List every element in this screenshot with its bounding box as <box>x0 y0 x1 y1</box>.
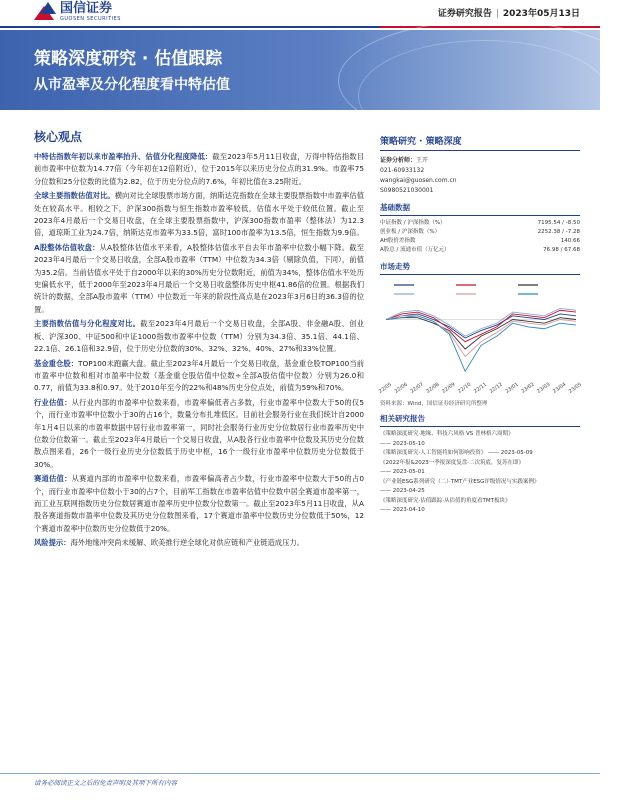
x-tick-label: 23/02 <box>520 381 536 395</box>
paragraph-lead: 主要指数估值与分化程度对比。 <box>34 319 141 329</box>
paragraph-text: TOP100未跑赢大盘。截止至2023年4月最后一个交易日收盘，基金重仓股TOP100当前市盈率中位数和相对市盈率中位数（基金重仓股估值中位数÷全部A股估值中位数）分别为26.0和0.77，前值为33.8和0.97。处于2010年至今的22%和48%历史分位点处，前值为59%和70%。 <box>34 358 364 393</box>
market-trend-title: 市场走势 <box>380 261 580 275</box>
footer-disclaimer: 请务必阅读正文之后的免责声明及其项下所有内容 <box>34 779 177 787</box>
logo-en-text: GUOSEN SECURITIES <box>60 16 121 22</box>
basic-data-table <box>380 219 580 255</box>
paragraph-lead: 全球主要指数估值对比。 <box>34 191 115 201</box>
x-tick-label: 22/06 <box>393 381 409 395</box>
paragraph-lead: 中特估指数年初以来市盈率抬升、估值分化程度降低： <box>34 152 213 161</box>
x-tick-label: 22/09 <box>441 381 457 395</box>
series-line <box>386 318 576 349</box>
basic-data-row <box>380 237 580 246</box>
x-tick-label: 22/12 <box>488 381 504 395</box>
x-tick-label: 23/05 <box>567 381 584 395</box>
x-tick-label: 22/07 <box>409 381 425 395</box>
report-title: 策略深度研究 · 估值跟踪 <box>34 49 223 69</box>
report-subtitle: 从市盈率及分化程度看中特估值 <box>34 77 230 93</box>
x-tick-label: 22/11 <box>472 381 489 395</box>
guosen-logo <box>34 2 121 22</box>
paragraph-lead: 基金重仓股： <box>34 358 79 368</box>
x-tick-label: 22/05 <box>377 381 394 395</box>
core-paragraph <box>34 190 364 240</box>
basic-data-label: A股总 / 流通市值（万亿元） <box>380 247 450 253</box>
paragraph-text: 从A股整体估值水平来看，A股整体估值水平自去年市盈率中位数小幅下降。截至2023年4月最后一个交易日收盘，全部A股市盈率（TTM）中位数为34.3倍（剔除负值，下同），前值为35.2倍。当前估值水平处于自2000年以来的30%历史分位数附近，前值为34%，整体估值水平处历史偏低水平，低于2000年至2023年4月最后一个交易日收盘整体历史中枢41.86倍的位置。根据我们统计的数据，全部A股市盈率（TTM）中位数近一年来的阶段性高点是在2023年3月6日的36.3倍的位置。 <box>34 242 364 314</box>
basic-data-title: 基础数据 <box>380 202 580 216</box>
related-report-item[interactable]: —— 2023-04-10 <box>380 507 425 513</box>
sidebar-divider <box>380 150 580 151</box>
analyst-label: 证券分析师： <box>380 157 417 164</box>
analyst-phone: 021-60933132 <box>380 167 425 174</box>
chart-source: 资料来源：Wind，国信证券经济研究所整理 <box>380 401 488 407</box>
related-report-item[interactable]: —— 2023-05-01 <box>380 469 425 475</box>
x-tick-label: 22/10 <box>456 381 473 395</box>
related-report-item[interactable]: —— 2023-04-25 <box>380 488 425 494</box>
paragraph-text: 截至2023年5月11日收盘，万得中特估指数目前市盈率中位数为14.77倍（今年初在12倍附近），位于2015年以来历史分位点的31.9%。市盈率75分位数和25分位数的比值为2.82，位于历史分位点的7.6%，年初比值在3.25附近。 <box>34 152 365 186</box>
footer-divider <box>0 773 600 774</box>
sidebar <box>377 128 584 516</box>
core-paragraph <box>34 537 364 549</box>
logo-cn-text: 国信证券 <box>60 1 113 16</box>
paragraph-text: 从赛道内部的市盈率中位数来看，市盈率偏高者占少数，行业市盈率中位数大于50的占0个，而行业市盈率中位数小于30的占7个，目前军工指数在市盈率估值中位数中居全赛道市盈率第一，而工业互联网指数历史分位数居赛道市盈率历史中位数分位数第一。截止至2023年5月11日收盘，从A股各赛道指数市盈率中位数及其历史分位数图来看，17个赛道市盈率中位数历史分位数低于50%，12个赛道市盈率中位数历史分位数低于20%。 <box>34 474 364 533</box>
title-banner <box>0 30 600 110</box>
paragraph-lead: 风险提示： <box>34 538 71 548</box>
x-tick-label: 23/04 <box>551 381 568 395</box>
related-reports-list <box>380 430 580 516</box>
basic-data-label: 创业板 / 沪深指数（%） <box>380 229 441 235</box>
core-paragraph <box>34 473 364 535</box>
basic-data-value: 140.66 <box>560 238 580 244</box>
paragraph-text: 截至2023年4月最后一个交易日收盘，全部A股、非金融A股、创业板、沪深300、中证500和中证1000指数市盈率中位数（TTM）分别为34.3倍、35.1倍、44.1倍、22.1倍、26.1倍和32.9倍，位于历史分位数的30%、32%、32%、40%、27%和33%位置。 <box>34 319 364 354</box>
basic-data-row <box>380 219 580 228</box>
core-viewpoints <box>34 128 364 552</box>
analyst-name: 王开 <box>416 157 429 164</box>
basic-data-value: 2252.38 / -7.28 <box>537 229 580 235</box>
paragraph-lead: 行业估值： <box>34 397 72 407</box>
related-reports-title: 相关研究报告 <box>380 413 580 427</box>
paragraph-lead: A股整体估值收盘： <box>34 242 100 252</box>
analyst-email[interactable]: wangkai@guosen.com.cn <box>380 177 457 184</box>
core-heading: 核心观点 <box>34 130 83 144</box>
paragraph-text: 横向对比全球股票市场方面，纳斯达克指数在全球主要股票指数中市盈率估值处在较高水平。相较之下，沪深300指数与恒生指数市盈率较低，估值水平处于较低位置。截止至2023年4月最后一个交易日收盘，在全球主要股票指数中，沪深300指数市盈率（整体法）为12.3倍，道琼斯工业为24.7倍，纳斯达克市盈率为33.5倍，富时100市盈率为13.5倍，恒生指数为9.9倍。 <box>34 191 365 238</box>
core-paragraph <box>34 242 364 316</box>
core-paragraph <box>34 318 364 355</box>
basic-data-label: 中证指数 / 沪深指数（%） <box>380 220 446 226</box>
analyst-info <box>380 156 580 196</box>
market-trend-chart <box>377 279 584 397</box>
logo-mark-icon <box>34 2 56 20</box>
related-report-item[interactable]: —— 2023-05-10 <box>380 440 425 447</box>
related-report-item[interactable]: 《策略深度研究·估值跟踪·从估值的角度看TMT板块》 <box>380 497 511 504</box>
basic-data-row <box>380 228 580 237</box>
core-paragraph <box>34 151 364 188</box>
paragraph-text: 从行业内部的市盈率中位数来看，市盈率偏低者占多数，行业市盈率中位数大于50的仅5个，而行业市盈率中位数小于30的占16个，数量分布扎堆低区。目前社会服务行业在我们统计自2000年1月4日以来的市盈率数据中居行业市盈率第一，同时社会服务行业历史分位数居行业市盈率历史中位数分位数第一。截止至2023年4月最后一个交易日收盘，从A股各行业市盈率中位数及其历史分位数散点图来看，26个一级行业历史分位数低于历史中枢，16个一级行业市盈率中位数历史分位数低于30%。 <box>34 397 364 469</box>
related-report-item[interactable]: 《产业链ESG系列研究（二）·TMT产业ESG评级情况与实践案例》 <box>380 478 540 485</box>
basic-data-value: 7195.54 / -8.50 <box>537 220 580 226</box>
sidebar-category: 策略研究 · 策略深度 <box>380 137 462 147</box>
x-tick-label: 23/03 <box>536 381 552 395</box>
report-date: 2023年05月13日 <box>502 9 580 19</box>
paragraph-text: 海外地缘冲突尚未缓解、欧美推行逆全球化对供应链和产业链造成压力。 <box>70 538 304 548</box>
x-tick-label: 22/08 <box>425 381 441 395</box>
series-line <box>386 310 576 341</box>
related-report-item[interactable]: 《2022年报&2023一季报深度复盘·二次筑底，复苏在即》 <box>380 459 525 466</box>
core-paragraph <box>34 397 364 471</box>
header-meta: 证券研究报告 | 2023年05月13日 <box>437 9 580 19</box>
related-report-item[interactable]: 《策略深度研究·地缘、科技六风格 VS 普林格六周期》 <box>380 431 514 437</box>
basic-data-label: AH股价差指数 <box>380 238 416 244</box>
basic-data-value: 76.98 / 67.68 <box>543 247 580 253</box>
analyst-cert: S0980521030001 <box>380 187 434 194</box>
related-report-item[interactable]: 《策略深度研究·人工智能将如何影响投资》 —— 2023-05-09 <box>380 450 533 456</box>
paragraph-lead: 赛道估值： <box>34 474 72 484</box>
basic-data-row <box>380 246 580 255</box>
x-tick-label: 23/01 <box>504 381 520 395</box>
market-trend-svg <box>377 279 584 397</box>
report-type: 证券研究报告 <box>437 9 492 19</box>
core-paragraph <box>34 358 364 395</box>
